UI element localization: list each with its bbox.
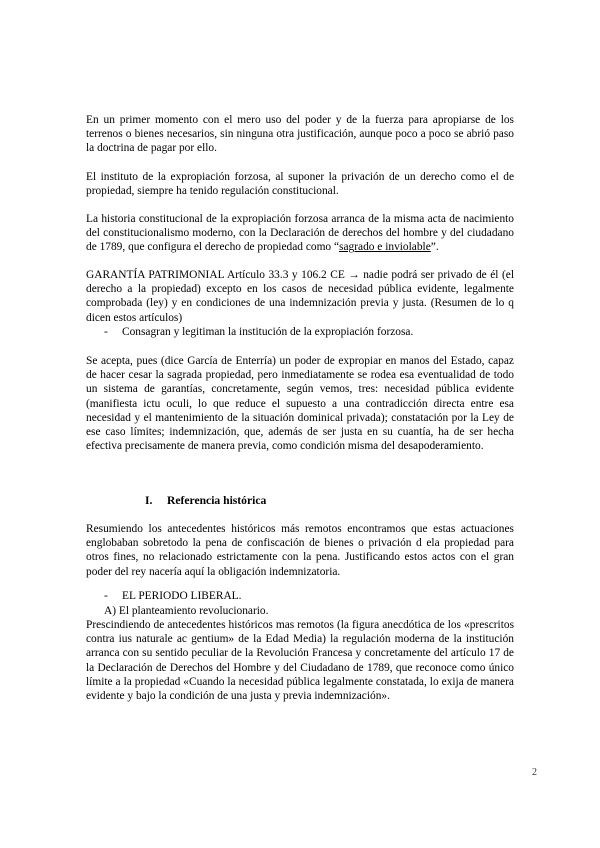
bullet-item-consagran [104, 325, 524, 339]
paragraph-historia-constitucional [86, 212, 514, 255]
section-number: I. [145, 494, 153, 507]
underlined-phrase: sagrado e inviolable [339, 241, 431, 254]
bullet-item-periodo-liberal [104, 589, 242, 603]
paragraph-intro: En un primer momento con el mero uso del poder y de la fuerza para apropiarse de los terrenos o bienes necesarios, sin ninguna otra justificación, aunque poco a poco se abrió paso la doctrina de pagar por ello. [86, 114, 514, 155]
bullet-dash: - [104, 590, 108, 602]
bullet-text: EL PERIODO LIBERAL. [122, 590, 242, 602]
bullet-dash: - [104, 326, 108, 338]
bullet-text: Consagran y legitiman la institución de la expropiación forzosa. [122, 326, 414, 338]
paragraph-expropiacion: El instituto de la expropiación forzosa, al suponer la privación de un derecho como el de propiedad, siempre ha tenido regulación constitucional. [86, 171, 514, 198]
paragraph-garantia-patrimonial: GARANTÍA PATRIMONIAL Artículo 33.3 y 106.2 CE → nadie podrá ser privado de él (el derecho a la propiedad) excepto en los casos de necesidad pública evidente, legalmente comprobada (ley) y en condiciones de una indemnización previa y justa. (Resumen de lo q dicen estos artículos) [86, 269, 514, 324]
subheading-planteamiento: A) El planteamiento revolucionario. [104, 605, 269, 617]
paragraph-historia-end: ”. [430, 241, 439, 254]
page-number: 2 [532, 767, 537, 778]
paragraph-garcia-enterria: Se acepta, pues (dice García de Enterría) un poder de expropiar en manos del Estado, capaz de hacer cesar la sagrada propiedad, pero inmediatamente se rodea esa eventualidad de todo un sistema de garantías, concretamente, según vemos, tres: necesidad pública evidente (manifiesta ictu oculi, lo que reduce el supuesto a una contradicción directa entre esa necesidad y el mantenimiento de la situación dominical privada); constatación por la Ley de ese caso límites; indemnización, que, además de ser justa en su cuantía, ha de ser hecha efectiva precisamente de manera previa, como condición misma del desapoderamiento. [86, 355, 514, 453]
paragraph-prescindiendo: Prescindiendo de antecedentes históricos mas remotos (la figura anecdótica de los «prescritos contra ius naturale ac gentium» de la Edad Media) la regulación moderna de la institución arranca con su sentido peculiar de la Revolución Francesa y concretamente del artículo 17 de la Declaración de Derechos del Hombre y del Ciudadano de 1789, que reconoce como único límite a la propiedad «Cuando la necesidad pública legalmente constatada, lo exija de manera evidente y bajo la condición de una justa y previa indemnización». [86, 619, 514, 703]
paragraph-historia-text: La historia constitucional de la expropiación forzosa arranca de la misma acta de nacimiento del constitucionalismo moderno, con la Declaración de derechos del hombre y del ciudadano de 1789, que configura el derecho de propiedad como “ [86, 213, 514, 254]
section-heading [145, 494, 266, 508]
section-title: Referencia histórica [167, 494, 267, 507]
paragraph-antecedentes: Resumiendo los antecedentes históricos más remotos encontramos que estas actuaciones englobaban sobretodo la pena de confiscación de bienes o privación d ela propiedad para otros fines, no relacionado estrictamente con la pena. Justificando estos actos con el gran poder del rey nacería aquí la obligación indemnizatoria. [86, 523, 514, 578]
